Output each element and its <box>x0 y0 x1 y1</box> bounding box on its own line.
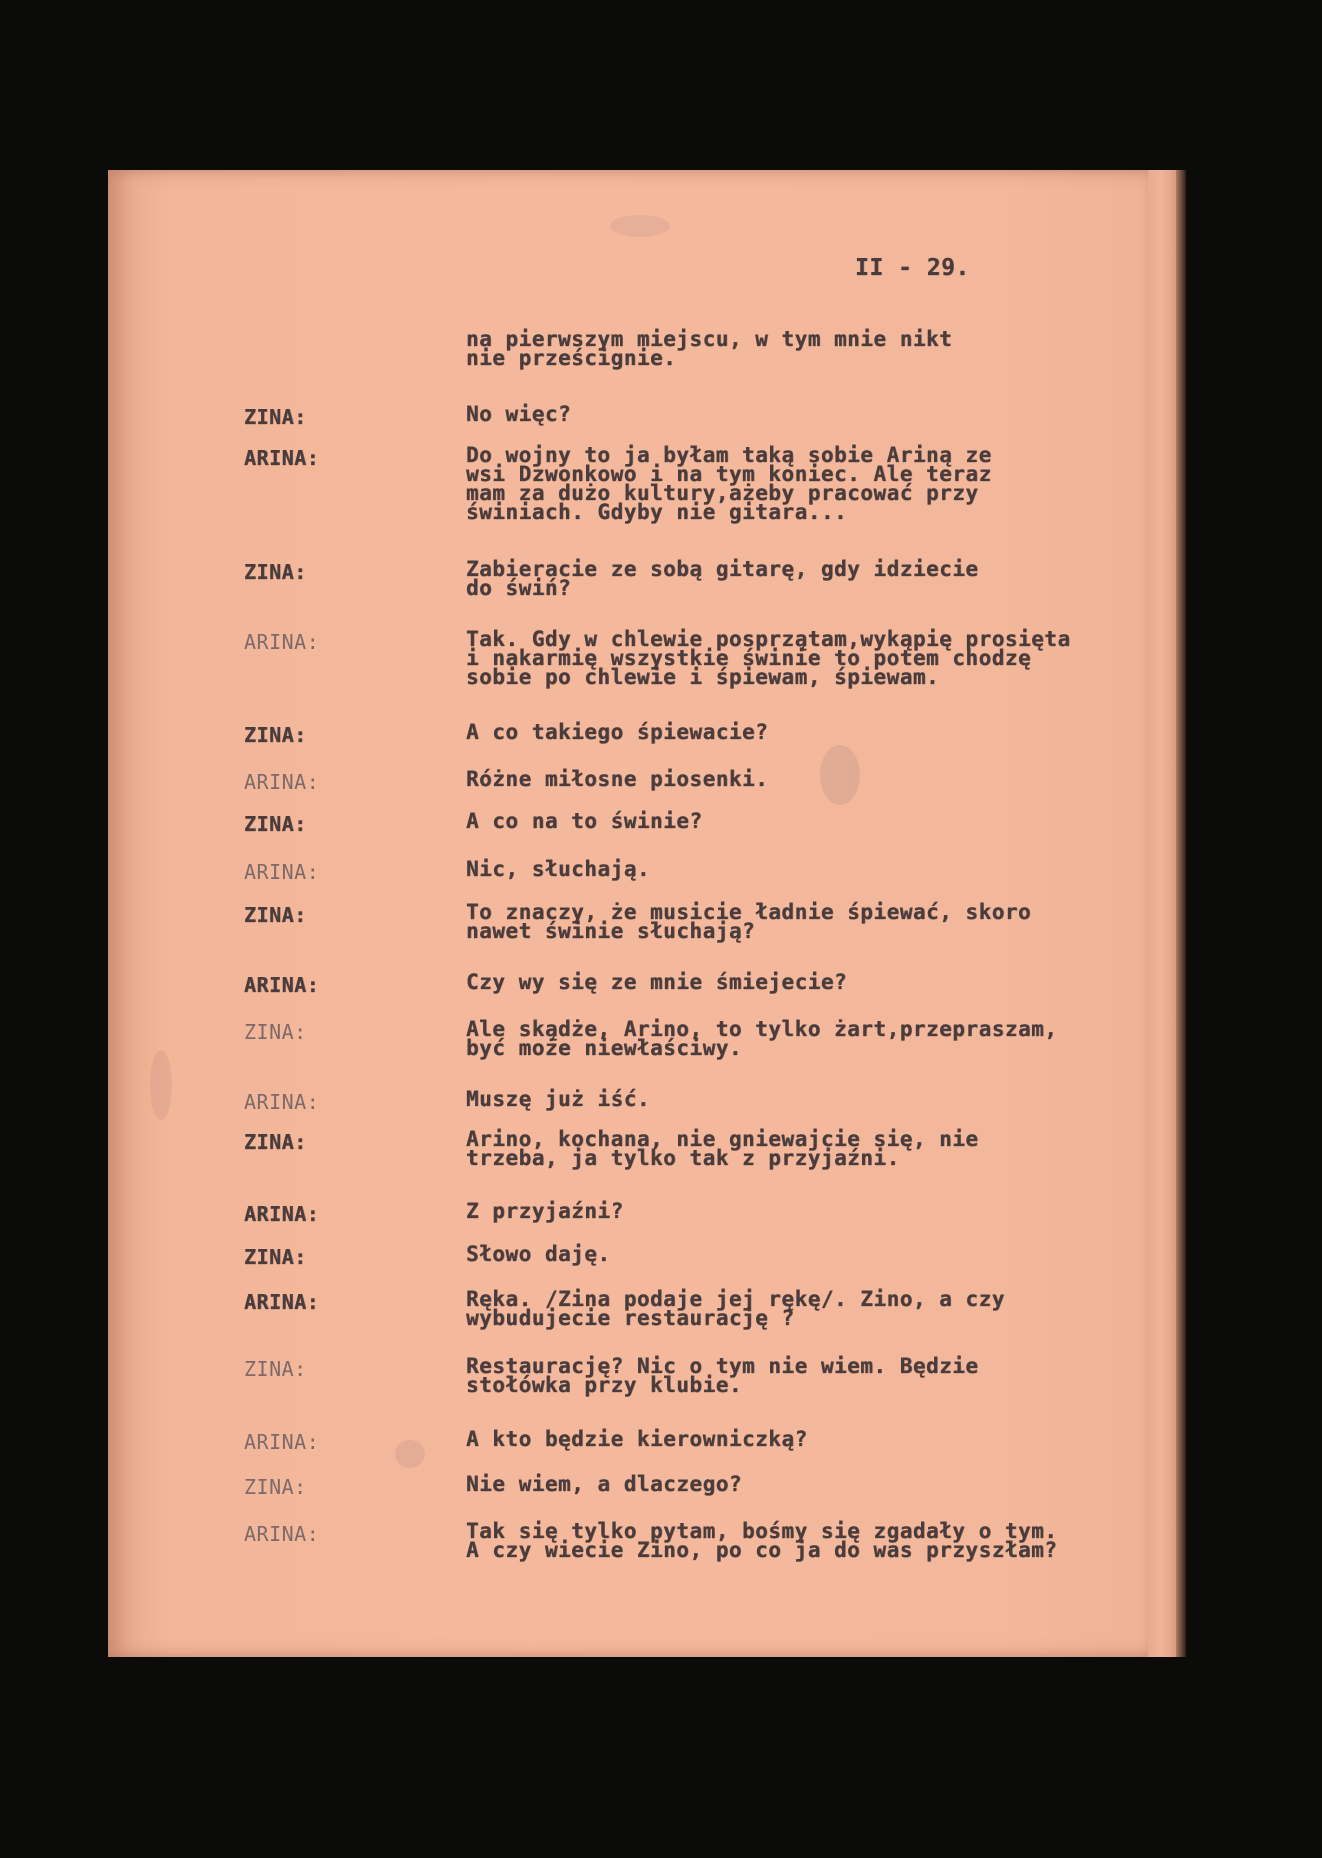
speaker-label: ARINA: <box>244 1090 320 1114</box>
speaker-label: ARINA: <box>244 1430 320 1454</box>
speech-text: na pierwszym miejscu, w tym mnie nikt nie prześcignie. <box>466 327 953 370</box>
speech-text: No więc? <box>466 402 572 426</box>
speech-text: Nie wiem, a dlaczego? <box>466 1472 743 1496</box>
speech-text: Ręka. /Zina podaje jej rękę/. Zino, a czy wybudujecie restaurację ? <box>466 1287 1005 1330</box>
speech-text: Różne miłosne piosenki. <box>466 767 769 791</box>
speaker-label: ARINA: <box>244 630 320 654</box>
speech-text: Z przyjaźni? <box>466 1199 624 1223</box>
speech-text: Tak się tylko pytam, bośmy się zgadały o tym. A czy wiecie Zino, po co ja do was przyszłam? <box>466 1519 1058 1562</box>
speaker-label: ZINA: <box>244 1357 307 1381</box>
speaker-label: ZINA: <box>244 1245 307 1269</box>
speaker-label: ZINA: <box>244 405 307 429</box>
speech-text: To znaczy, że musicie ładnie śpiewać, skoro nawet świnie słuchają? <box>466 900 1032 943</box>
speech-text: Tak. Gdy w chlewie posprzątam,wykąpię prosięta i nakarmię wszystkie świnie to potem chodzę sobie po chlewie i śpiewam, śpiewam. <box>466 627 1071 689</box>
speaker-label: ARINA: <box>244 860 320 884</box>
speaker-label: ZINA: <box>244 1020 307 1044</box>
speaker-label: ZINA: <box>244 1130 307 1154</box>
speech-text: Restaurację? Nic o tym nie wiem. Będzie stołówka przy klubie. <box>466 1354 979 1397</box>
speech-text: Arino, kochana, nie gniewajcie się, nie trzeba, ja tylko tak z przyjaźni. <box>466 1127 979 1170</box>
speaker-label: ARINA: <box>244 1290 320 1314</box>
speaker-label: ZINA: <box>244 812 307 836</box>
speech-text: Słowo daję. <box>466 1242 611 1266</box>
speech-text: Nic, słuchają. <box>466 857 651 881</box>
speech-text: Do wojny to ja byłam taką sobie Ariną ze wsi Dzwonkowo i na tym koniec. Ale teraz mam za dużo kultury,ażeby pracować przy świniach. Gdyby nie gitara... <box>466 443 992 524</box>
speech-text: A co na to świnie? <box>466 809 703 833</box>
speech-text: A kto będzie kierowniczką? <box>466 1427 808 1451</box>
page-edge-shadow <box>1176 170 1186 1657</box>
speaker-label: ARINA: <box>244 973 320 997</box>
speaker-label: ARINA: <box>244 1202 320 1226</box>
speaker-label: ZINA: <box>244 560 307 584</box>
speech-text: Muszę już iść. <box>466 1087 651 1111</box>
speech-text: Ale skądże, Arino, to tylko żart,przepraszam, być może niewłaściwy. <box>466 1017 1058 1060</box>
speaker-label: ARINA: <box>244 770 320 794</box>
page-number: II - 29. <box>855 255 970 281</box>
speech-text: A co takiego śpiewacie? <box>466 720 769 744</box>
speaker-label: ZINA: <box>244 723 307 747</box>
speaker-label: ZINA: <box>244 903 307 927</box>
speaker-label: ARINA: <box>244 1522 320 1546</box>
speech-text: Zabieracie ze sobą gitarę, gdy idziecie do świń? <box>466 557 979 600</box>
speaker-label: ARINA: <box>244 446 320 470</box>
speaker-label: ZINA: <box>244 1475 307 1499</box>
speech-text: Czy wy się ze mnie śmiejecie? <box>466 970 848 994</box>
